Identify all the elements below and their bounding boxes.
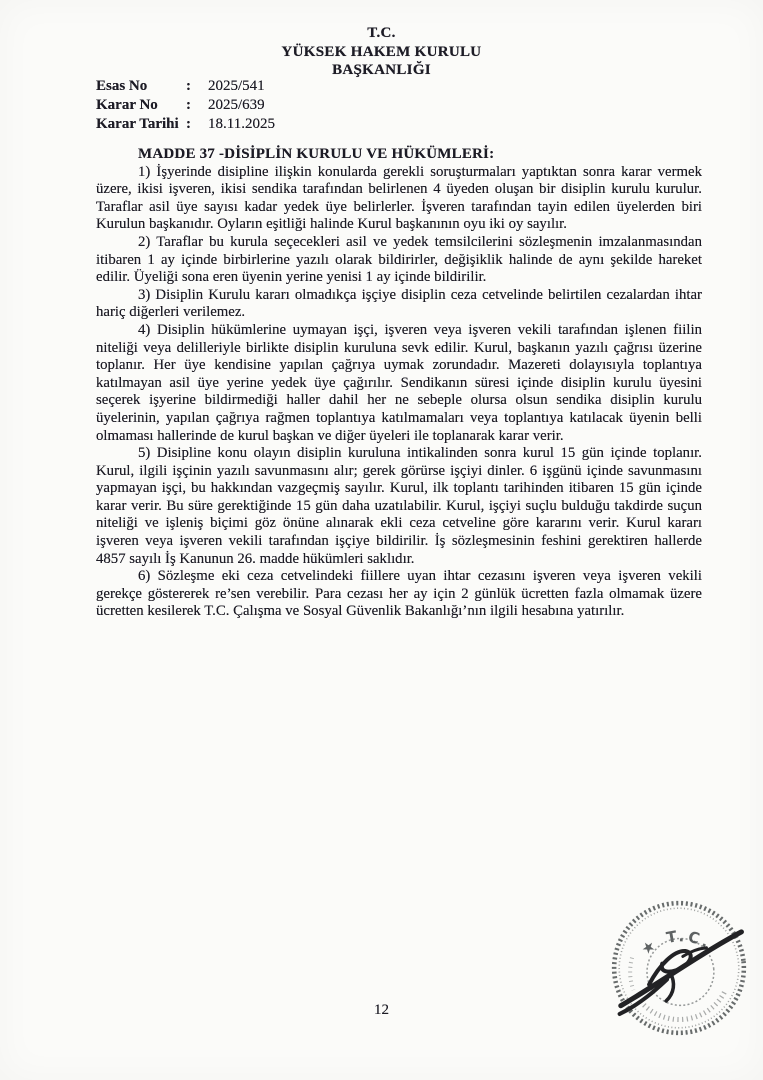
case-label: Karar No [96,97,158,113]
case-colon: : [186,97,191,113]
case-colon: : [186,78,191,94]
case-value: 2025/639 [208,97,265,113]
case-value: 18.11.2025 [208,116,275,132]
article-title: MADDE 37 -DİSİPLİN KURULU VE HÜKÜMLERİ: [138,146,495,162]
page-number: 12 [374,1002,389,1018]
case-colon: : [186,116,191,132]
article-paragraph-3: 3) Disiplin Kurulu kararı olmadıkça işçiye disiplin ceza cetvelinde belirtilen cezalardan ihtar hariç diğerleri verilemez. [96,286,702,321]
article-body [96,146,702,621]
article-paragraph-1: 1) İşyerinde disipline ilişkin konularda gerekli soruşturmaları yaptıktan sonra karar vermek üzere, ikisi işveren, ikisi sendika tarafından belirlenen 4 üyeden oluşan bir disiplin kurulu kurulur. Taraflar asil üye sayısı kadar yedek üye belirlerler. İşveren tarafından tayin edilen üyelerden biri Kurulun başkanıdır. Oyların eşitliği halinde Kurul başkanının oyu iki oy sayılır. [96,163,702,233]
article-paragraph-5: 5) Disipline konu olayın disiplin kuruluna intikalinden sonra kurul 15 gün içinde toplanır. Kurul, ilgili işçinin yazılı savunmasını alır; gerek görürse işçiyi dinler. 6 işgünü içinde savunmasını yapmayan işçi, bu hakkından vazgeçmiş sayılır. Kurul, ilk toplantı tarihinden itibaren 15 gün içinde karar verir. Bu süre gerektiğinde 15 gün daha uzatılabilir. Kurul, işçiyi suçlu bulduğu takdirde suçun niteliği ve işleniş biçimi göz önüne alınarak ekli ceza cetveline göre kararını verir. Kurul kararı işveren veya işveren vekili tarafından işçiye bildirilir. İş sözleşmesinin feshini gerektiren hallerde 4857 sayılı İş Kanunun 26. madde hükümleri saklıdır. [96,445,702,567]
stamp-text: ★ T.C. [637,927,716,959]
letterhead [0,24,763,80]
letterhead-line-kurul: YÜKSEK HAKEM KURULU [281,43,482,60]
case-label: Esas No [96,78,148,94]
case-info [96,77,275,134]
case-row-karar-tarihi [96,115,275,134]
stamp-seal-icon [593,884,763,1051]
article-paragraph-6: 6) Sözleşme eki ceza cetvelindeki fiillere uyan ihtar cezasını işveren veya işveren vekili gerekçe göstererek re’sen verebilir. Para cezası her ay için 2 günlük ücretten fazla olmamak üzere ücretten kesilerek T.C. Çalışma ve Sosyal Güvenlik Bakanlığı’nın ilgili hesabına yatırılır. [96,568,702,620]
official-stamp [593,884,763,1051]
letterhead-line-tc: T.C. [367,25,396,41]
letterhead-line-baskanlik: BAŞKANLIĞI [332,62,431,78]
case-row-esas-no [96,77,275,96]
article-paragraph-4: 4) Disiplin hükümlerine uymayan işçi, işveren veya işveren vekili tarafından işlenen fiilin niteliği veya delilleriyle birlikte disiplin kuruluna sevk edilir. Kurul, başkanın yazılı çağrısı üzerine toplanır. Her üye kendisine yapılan çağrıya uymak zorundadır. Mazereti dolayısıyla toplantıya katılmayan asil üye yerine yedek üye çağırılır. Sendikanın süresi içinde disiplin kurulu üyesini seçerek işyerine bildirmediği haller dahil her ne sebeple olursa olsun sendika disiplin kurulu üyelerinin, yapılan çağrıya rağmen toplantıya katılmamaları veya toplantıya katılacak üyenin belli olmaması hallerinde de kurul başkan ve diğer üyeleri ile toplanarak karar verir. [96,321,702,444]
case-label: Karar Tarihi [96,116,179,132]
case-row-karar-no [96,96,275,115]
article-paragraph-2: 2) Taraflar bu kurula seçecekleri asil ve yedek temsilcilerini sözleşmenin imzalanmasından itibaren 1 ay içinde birbirlerine yazılı olarak bildirirler, değişiklik halinde de aynı şekilde hareket edilir. Üyeliği sona eren üyenin yerine yenisi 1 ay içinde bildirilir. [96,233,702,286]
case-value: 2025/541 [208,78,265,94]
